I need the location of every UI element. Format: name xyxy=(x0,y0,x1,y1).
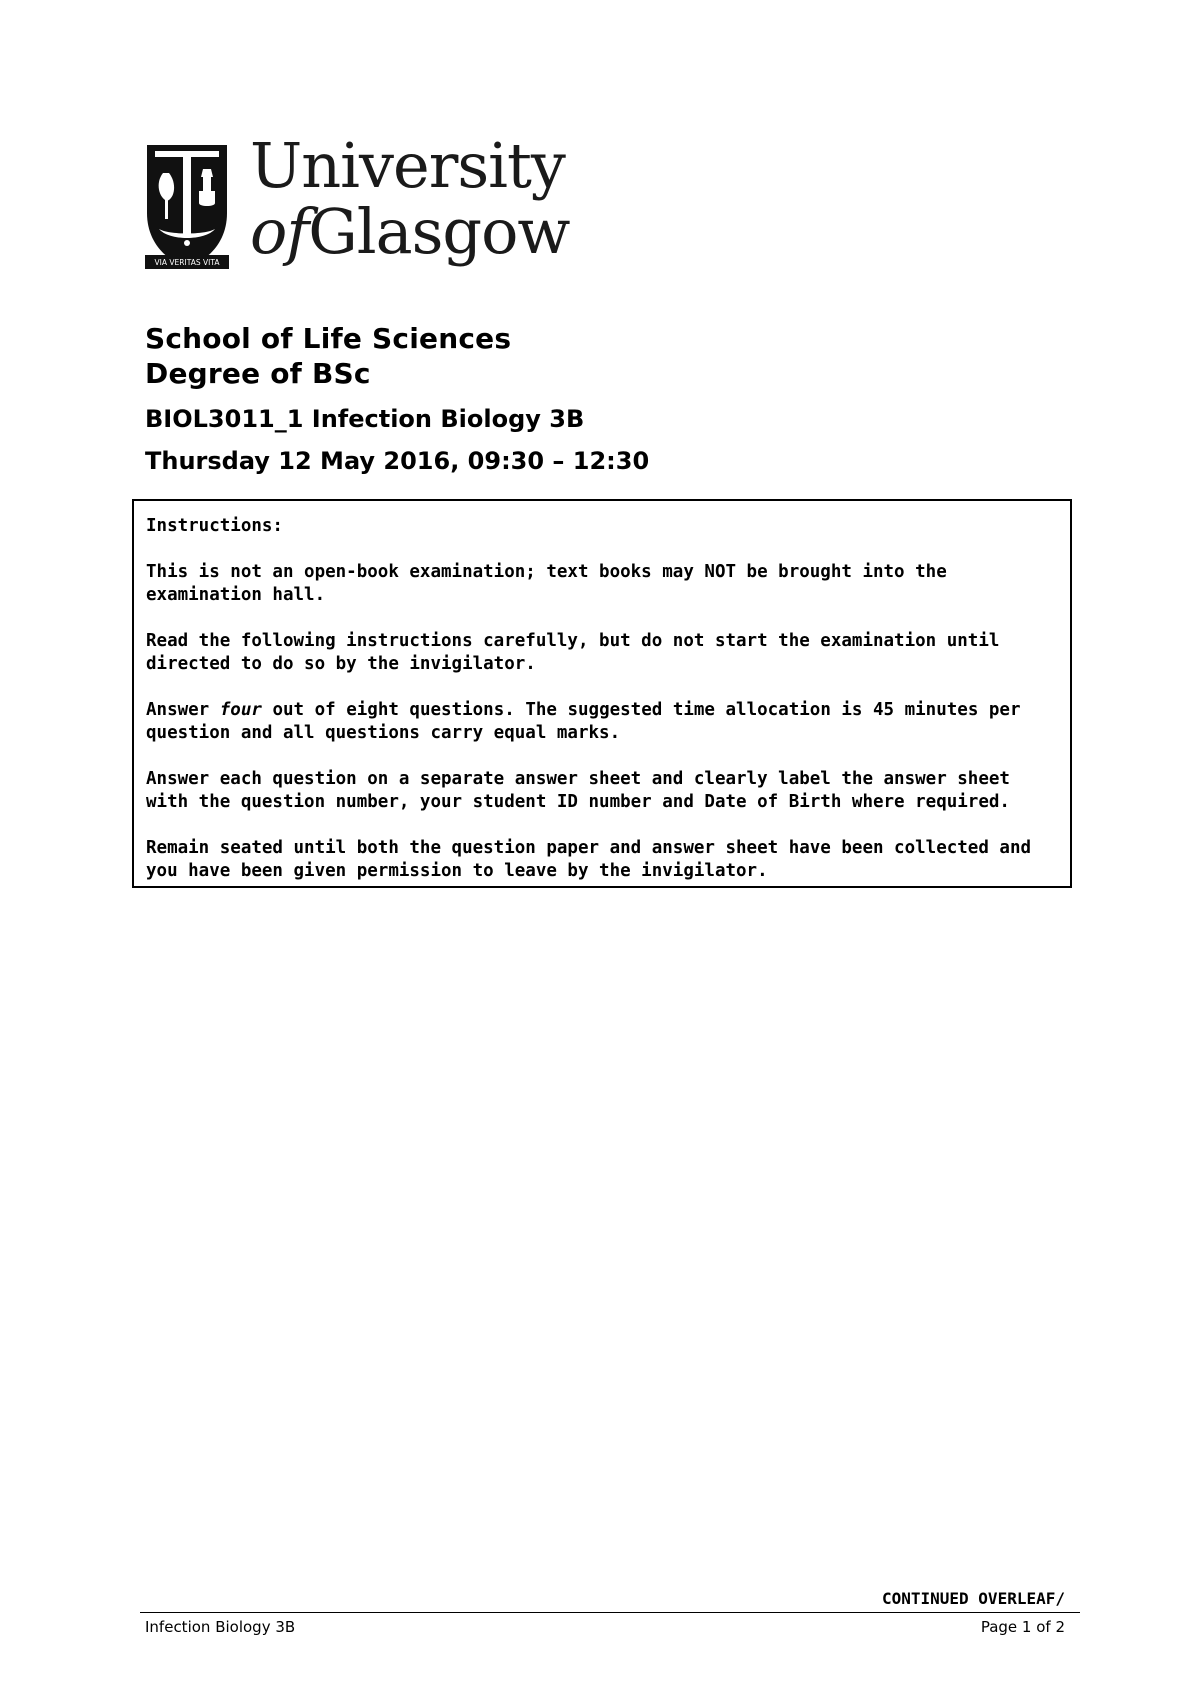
instruction-answer-four xyxy=(146,699,1058,745)
wordmark-of: of xyxy=(250,195,309,268)
footer-page-number: Page 1 of 2 xyxy=(980,1618,1065,1636)
university-crest-icon xyxy=(145,143,229,273)
continued-overleaf: CONTINUED OVERLEAF/ xyxy=(881,1589,1065,1608)
wordmark-line1: University xyxy=(250,129,565,202)
instruction-answer-suffix: out of eight questions. The suggested time allocation is 45 minutes per question and all questions carry equal marks. xyxy=(146,700,1021,743)
school-name: School of Life Sciences xyxy=(145,322,512,355)
footer-divider xyxy=(140,1612,1080,1613)
degree-name: Degree of BSc xyxy=(145,357,371,390)
instructions-box xyxy=(132,499,1072,888)
instruction-read-carefully: Read the following instructions carefully, but do not start the examination until directed to do so by the invigilator. xyxy=(146,631,1000,674)
instruction-open-book: This is not an open-book examination; text books may NOT be brought into the examination hall. xyxy=(146,562,947,605)
instruction-remain-seated: Remain seated until both the question paper and answer sheet have been collected and you have been given permission to leave by the invigilator. xyxy=(146,838,1032,881)
university-wordmark xyxy=(250,129,570,268)
instructions-heading: Instructions: xyxy=(146,516,283,536)
motto-text: VIA VERITAS VITA xyxy=(154,258,220,267)
footer-course: Infection Biology 3B xyxy=(145,1618,296,1636)
wordmark-line2 xyxy=(250,195,570,268)
course-title: BIOL3011_1 Infection Biology 3B xyxy=(145,405,585,433)
instruction-answer-prefix: Answer xyxy=(146,700,220,720)
instruction-separate-sheet: Answer each question on a separate answer sheet and clearly label the answer sheet with the question number, your student ID number and Date of Birth where required. xyxy=(146,769,1010,812)
exam-date: Thursday 12 May 2016, 09:30 – 12:30 xyxy=(145,447,650,475)
instruction-answer-count: four xyxy=(219,700,262,720)
wordmark-glasgow: Glasgow xyxy=(308,195,570,268)
university-logo xyxy=(145,129,570,278)
